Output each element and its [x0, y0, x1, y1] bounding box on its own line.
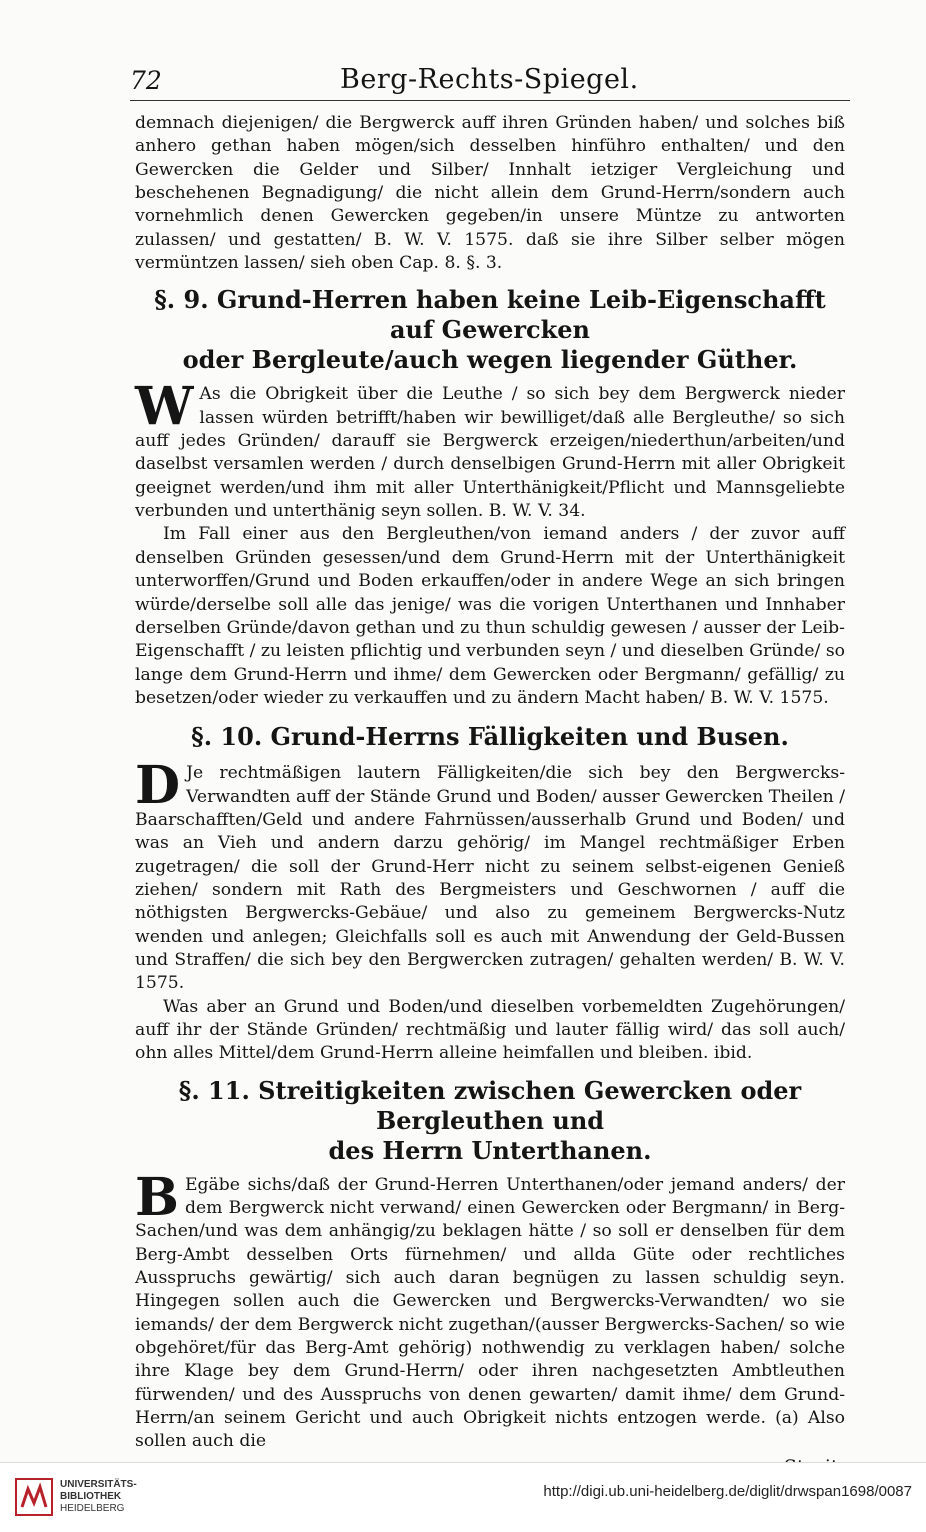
library-logo-icon — [14, 1477, 54, 1517]
page-header — [130, 60, 850, 101]
library-name-line1: UNIVERSITÄTS- — [60, 1479, 137, 1490]
section-9-paragraph-2: Im Fall einer aus den Bergleuthen/von iemand anders / der zuvor auff denselben Gründen gesessen/und dem Grund-Herrn mit der Unterthänigkeit unterworffen/Grund und Boden erkauffen/oder in andere Wege an sich bringen würde/derselbe soll alle das jenige/ was die vorigen Unterthanen und Innhaber derselben Gründe/davon gethan und zu thun schuldig gewesen / ausser der Leib-Eigenschafft / zu leisten pflichtig und verbunden seyn / und dieselben Gründe/ so lange dem Grund-Herrn und ihme/ dem Gewercken oder Bergmann/ gefällig/ zu besetzen/oder wieder zu verkauffen und zu ändern Macht haben/ B. W. V. 1575. — [135, 524, 845, 708]
drop-cap: D — [135, 755, 181, 817]
page-text — [135, 112, 845, 1479]
permalink-url[interactable]: http://digi.ub.uni-heidelberg.de/diglit/drwspan1698/0087 — [543, 1483, 912, 1500]
section-10-heading-line1: §. 10. Grund-Herrns Fälligkeiten und Busen. — [191, 722, 789, 752]
paragraph-text: Je rechtmäßigen lautern Fälligkeiten/die sich bey den Bergwercks-Verwandten auff der Stände Grund und Boden/ ausser Gewercken Theilen / Baarschafften/Geld und andere Fahrnüssen/ausserhalb Grund und Boden/ und was an Vieh und andern darzu gehörig/ im Mangel rechtmäßiger Erben zugetragen/ die soll der Grund-Herr nicht zu seinem selbst-eigenen Genieß ziehen/ sondern mit Rath des Bergmeisters und Geschwornen / auff die nöthigsten Bergwercks-Gebäue/ und also zu gemeinem Bergwercks-Nutz wenden und anlegen; Gleichfalls soll es auch mit Anwendung der Geld-Bussen und Straffen/ die sich bey den Bergwercken zutragen/ gehalten werden/ B. W. V. 1575. — [135, 763, 845, 994]
library-name — [60, 1479, 137, 1515]
continuation-paragraph: demnach diejenigen/ die Bergwerck auff ihren Gründen haben/ und solches biß anhero gethan haben mögen/sich desselben hinführo enthalten/ und den Gewercken die Gelder und Silber/ Innhalt ietziger Vergleichung und beschehenen Begnadigung/ die nicht allein dem Grund-Herrn/sondern auch vornehmlich denen Gewercken gegeben/in unsere Müntze zu antworten zulassen/ und gestatten/ B. W. V. 1575. daß sie ihre Silber selber mögen vermüntzen lassen/ sieh oben Cap. 8. §. 3. — [135, 113, 845, 274]
section-10-paragraph-1 — [135, 755, 845, 995]
section-10-paragraph-2: Was aber an Grund und Boden/und dieselben vorbemeldten Zugehörungen/ auff ihr der Stände Gründen/ rechtmäßig und lauter fällig wird/ das soll auch/ ohn alles Mittel/dem Grund-Herrn alleine heimfallen und bleiben. ibid. — [135, 996, 845, 1064]
paragraph-text: As die Obrigkeit über die Leuthe / so sich bey dem Bergwerck nieder lassen würden betrifft/haben wir bewilliget/daß alle Bergleuthe/ so sich auff jedes Gründen/ darauff sie Bergwerck erzeigen/niederthun/arbeiten/und daselbst versamlen werden / durch denselbigen Grund-Herrn mit aller Obrigkeit geeignet werden/und ihm mit aller Unterthänigkeit/Pflicht und Mannsgeliebte verbunden und unterthänig seyn sollen. B. W. V. 34. — [135, 384, 845, 522]
page-number: 72 — [130, 66, 162, 95]
section-9-heading — [135, 285, 845, 375]
running-title: Berg-Rechts-Spiegel. — [340, 64, 639, 95]
paragraph-text: Egäbe sichs/daß der Grund-Herren Unterthanen/oder jemand anders/ der dem Bergwerck nicht verwand/ einen Gewercken oder Bergmann/ in Berg-Sachen/und was dem anhängig/zu beklagen hätte / so soll er denselben für dem Berg-Ambt desselben Orts fürnehmen/ und allda Güte oder rechtliches Ausspruchs gewärtig/ sich auch daran begnügen zu lassen schuldig seyn. Hingegen sollen auch die Gewercken und Bergwercks-Verwandten/ wo sie iemands/ der dem Bergwerck nicht zugethan/(ausser Bergwercks-Sachen/ so wie obgehöret/für das Berg-Amt gehörig) nothwendig zu verklagen haben/ solche ihre Klage bey dem Grund-Herrn/ oder ihren nachgesetzten Ambtleuthen fürwenden/ und des Ausspruchs von denen gewarten/ damit ihme/ dem Grund-Herrn/an seinem Gericht und auch Obrigkeit nichts entzogen werde. (a) Also sollen auch die — [135, 1174, 845, 1452]
library-name-line2: BIBLIOTHEK — [60, 1491, 122, 1502]
section-10-heading — [135, 722, 845, 752]
section-11-paragraph-1 — [135, 1166, 845, 1454]
section-9-heading-line1: §. 9. Grund-Herren haben keine Leib-Eigenschafft auf Gewercken — [154, 285, 826, 345]
viewer-footer — [0, 1462, 926, 1532]
section-11-heading — [135, 1076, 845, 1166]
drop-cap: W — [135, 376, 194, 438]
section-9-paragraph-1 — [135, 376, 845, 523]
library-name-line3: HEIDELBERG — [60, 1503, 125, 1514]
section-11-heading-line2: des Herrn Unterthanen. — [328, 1135, 652, 1165]
section-9-heading-line2: oder Bergleute/auch wegen liegender Güther. — [182, 345, 798, 375]
drop-cap: B — [135, 1166, 179, 1228]
section-11-heading-line1: §. 11. Streitigkeiten zwischen Gewercken oder Bergleuthen und — [178, 1075, 802, 1135]
